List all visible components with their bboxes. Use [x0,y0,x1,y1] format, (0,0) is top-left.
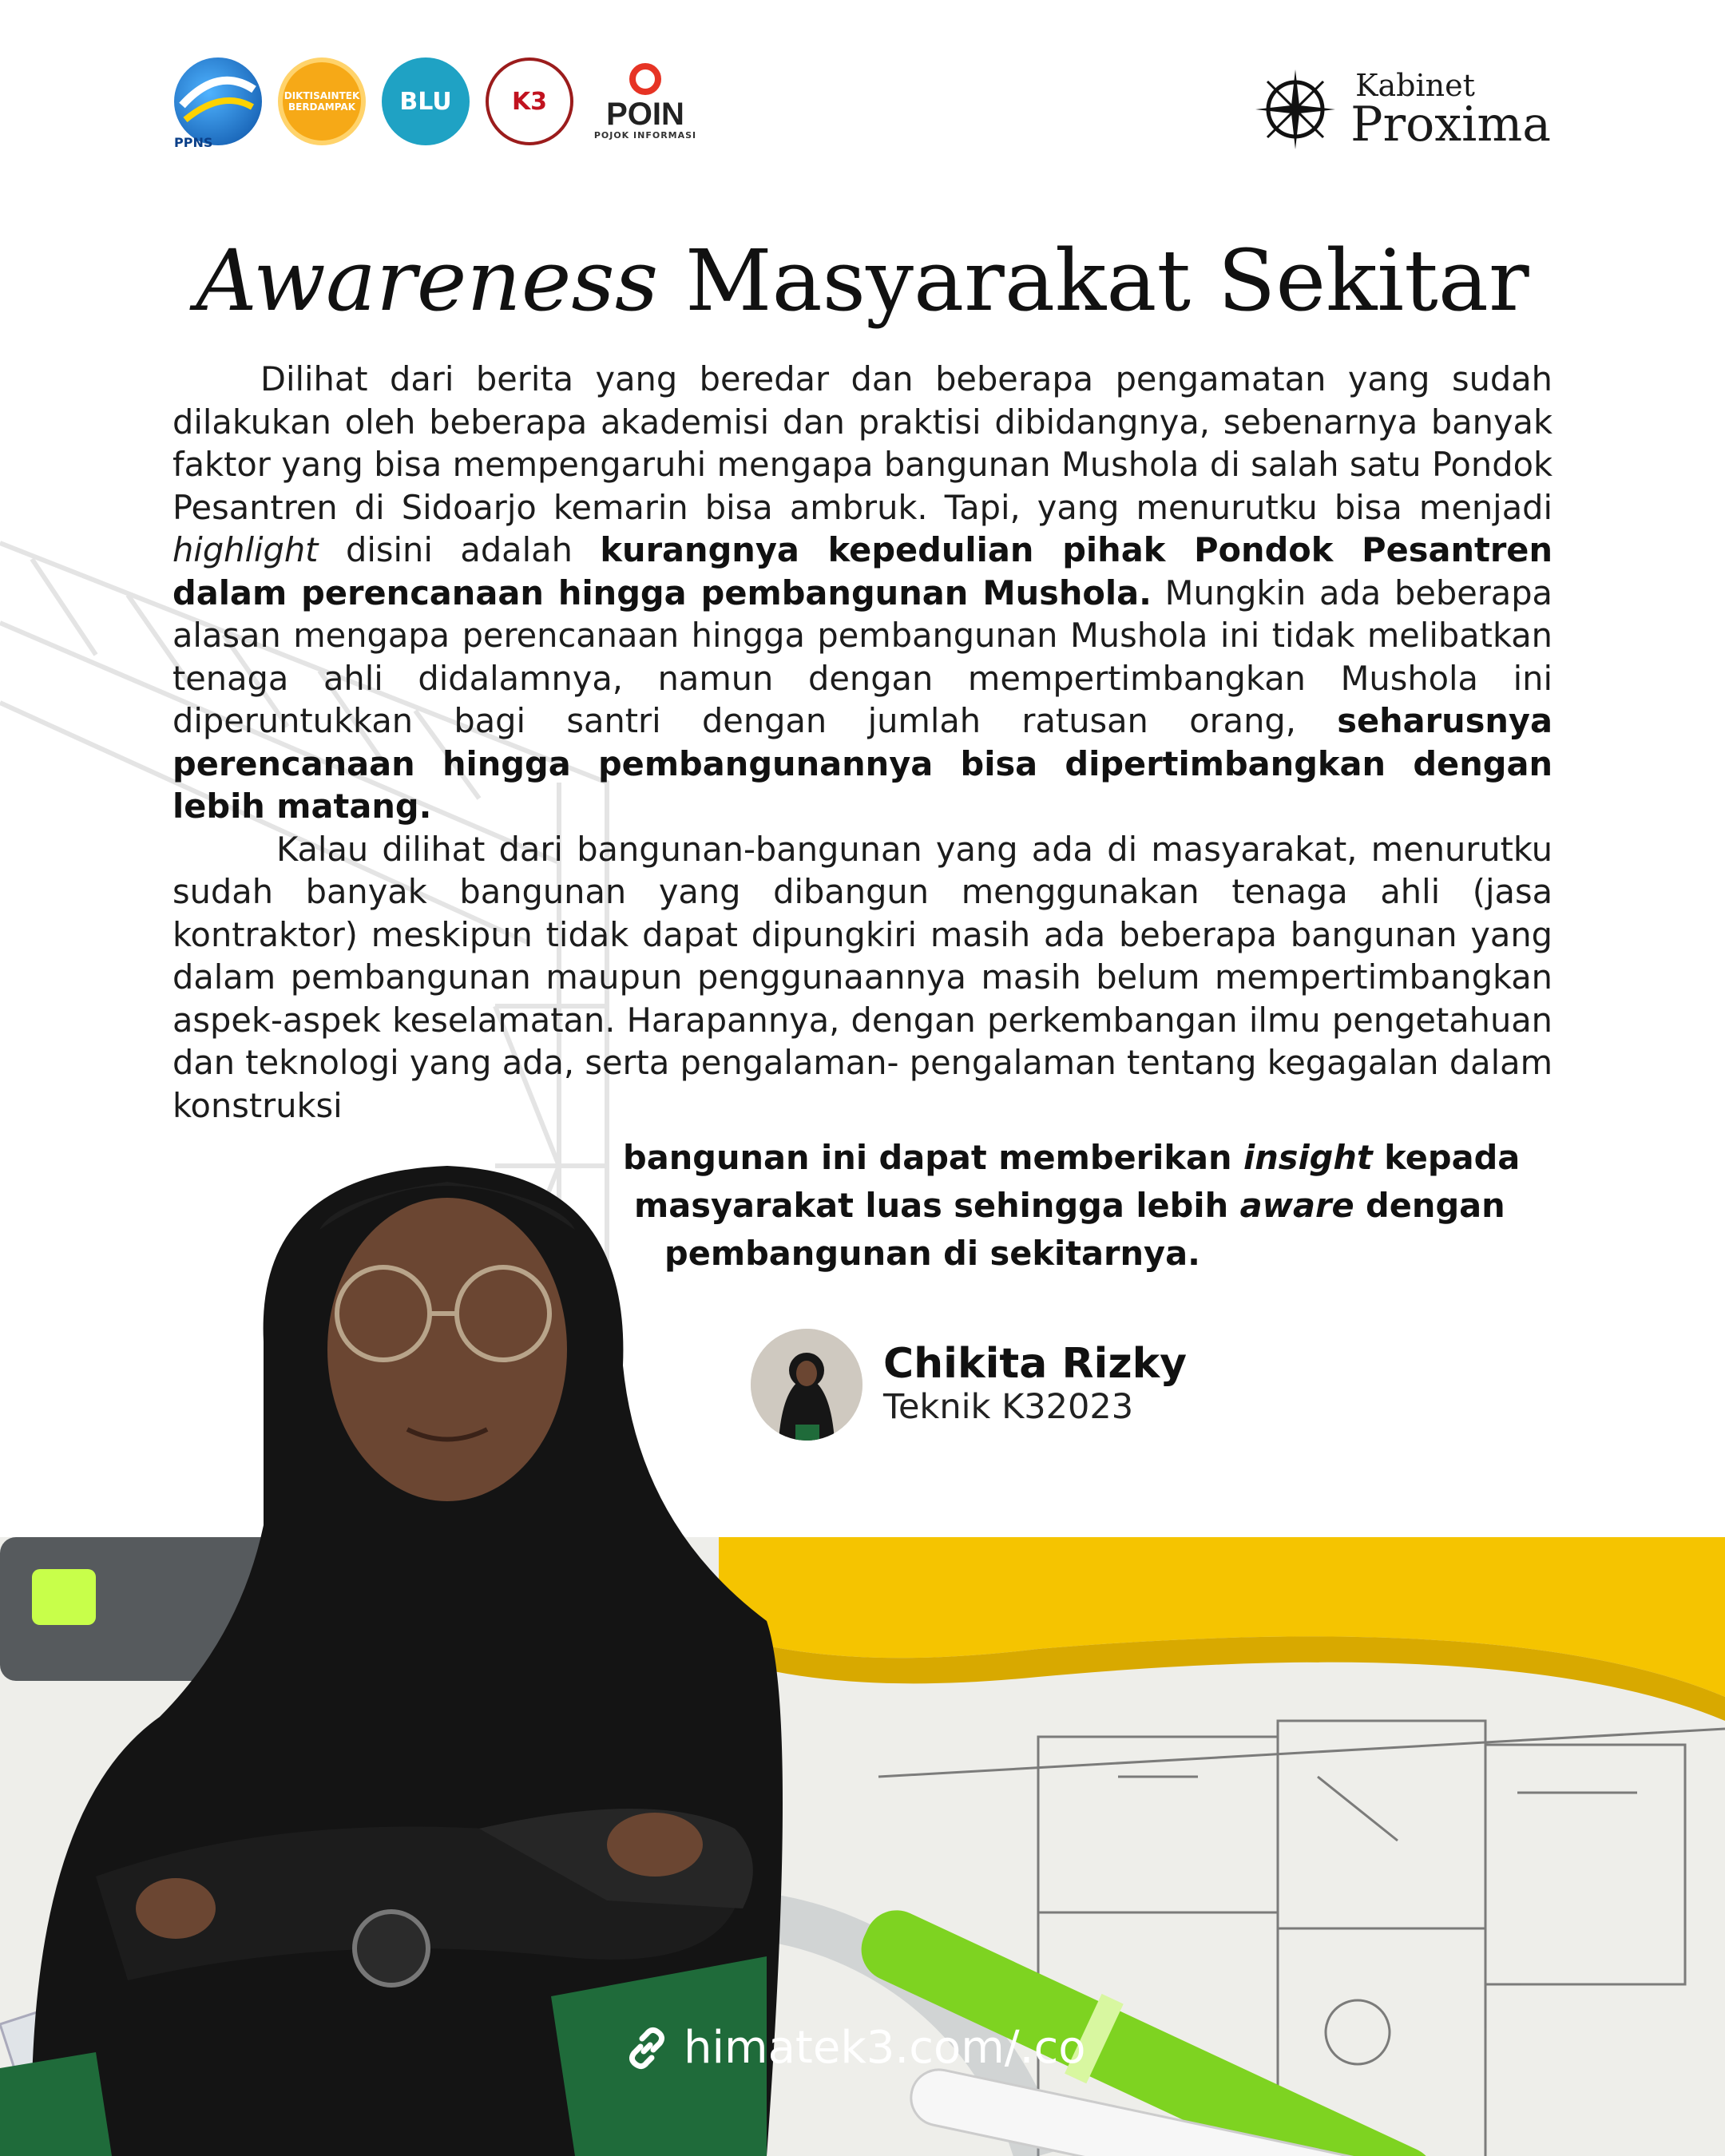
star-burst-icon [1251,65,1339,153]
title-italic: Awareness [196,232,659,330]
article-body [172,358,1552,1127]
quote-line-1-italic: insight [1243,1138,1373,1177]
footer-link-text: himatek3.com/.co [684,2022,1086,2074]
poin-logo [589,63,701,141]
author-name: Chikita Rizky [883,1339,1188,1388]
ppns-logo [174,57,262,150]
page-title [0,232,1725,330]
p1-bold-1: kurangnya kepedulian pihak Pondok Pesantren dalam perencanaan hingga pembangunan Mushola. [172,530,1552,612]
quote-line-1-b: kepada [1372,1138,1521,1177]
avatar [751,1329,862,1441]
p1-italic: highlight [172,530,319,569]
poin-subtitle: POJOK INFORMASI [593,129,697,141]
quote-line-2 [623,1182,1533,1230]
avatar-person-icon [751,1329,862,1441]
quote-line-2-a: masyarakat luas sehingga lebih [634,1186,1240,1225]
author-card [751,1329,1187,1441]
highlight-quote [623,1134,1533,1278]
poin-icon [629,63,661,95]
k3-logo [486,57,573,145]
p1-bold-2: seharusnya perencanaan hingga pembangunannya bisa dipertimbangkan dengan lebih matang. [172,701,1552,826]
proxima-label: Proxima [1350,97,1551,153]
p1-text-b: disini adalah [318,530,601,569]
title-rest: Masyarakat Sekitar [684,232,1529,330]
quote-line-2-b: dengan [1354,1186,1505,1225]
poin-title: POIN [606,96,684,132]
quote-line-3: pembangunan di sekitarnya. [664,1234,1200,1273]
kabinet-proxima-logo [1251,65,1551,153]
ppns-label: PPNS [174,135,213,150]
ppns-swoosh-icon [174,57,262,145]
kabinet-label: Kabinet [1355,68,1475,103]
link-icon [623,2024,671,2072]
article-paragraph-1 [172,358,1552,828]
diktisaintek-label: DIKTISAINTEK BERDAMPAK [284,89,360,113]
p1-text-c: Mungkin ada beberapa alasan mengapa perencanaan hingga pembangunan Mushola ini tidak melibatkan tenaga ahli didalamnya, namun dengan mempertimbangkan Mushola ini diperuntukkan bagi santri dengan jumlah ratusan orang, [172,573,1552,740]
k3-label: K3 [511,87,548,116]
quote-line-2-italic: aware [1239,1186,1354,1225]
quote-line-1-a: bangunan ini dapat memberikan [623,1138,1243,1177]
article-paragraph-2: Kalau dilihat dari bangunan-bangunan yang ada di masyarakat, menurutku sudah banyak bangunan yang dibangun menggunakan tenaga ahli (jasa kontraktor) meskipun tidak dapat dipungkiri masih ada beberapa bangunan yang dalam pembangunan maupun penggunaannya masih belum mempertimbangkan aspek-aspek keselamatan. Harapannya, dengan perkembangan ilmu pengetahuan dan teknologi yang ada, serta pengalaman- pengalaman tentang kegagalan dalam konstruksi [172,829,1552,1125]
author-role: Teknik K32023 [883,1386,1134,1427]
p1-text-a: Dilihat dari berita yang beredar dan beberapa pengamatan yang sudah dilakukan oleh beberapa akademisi dan praktisi dibidangnya, sebenarnya banyak faktor yang bisa mempengaruhi mengapa bangunan Mushola di salah satu Pondok Pesantren di Sidoarjo kemarin bisa ambruk. Tapi, yang menurutku bisa menjadi [172,359,1552,527]
footer-link[interactable] [623,2022,1086,2074]
quote-line-1 [623,1138,1520,1177]
partner-logos [174,57,701,150]
blu-logo [382,57,470,145]
diktisaintek-logo [278,57,366,145]
blu-label: BLU [399,87,452,116]
